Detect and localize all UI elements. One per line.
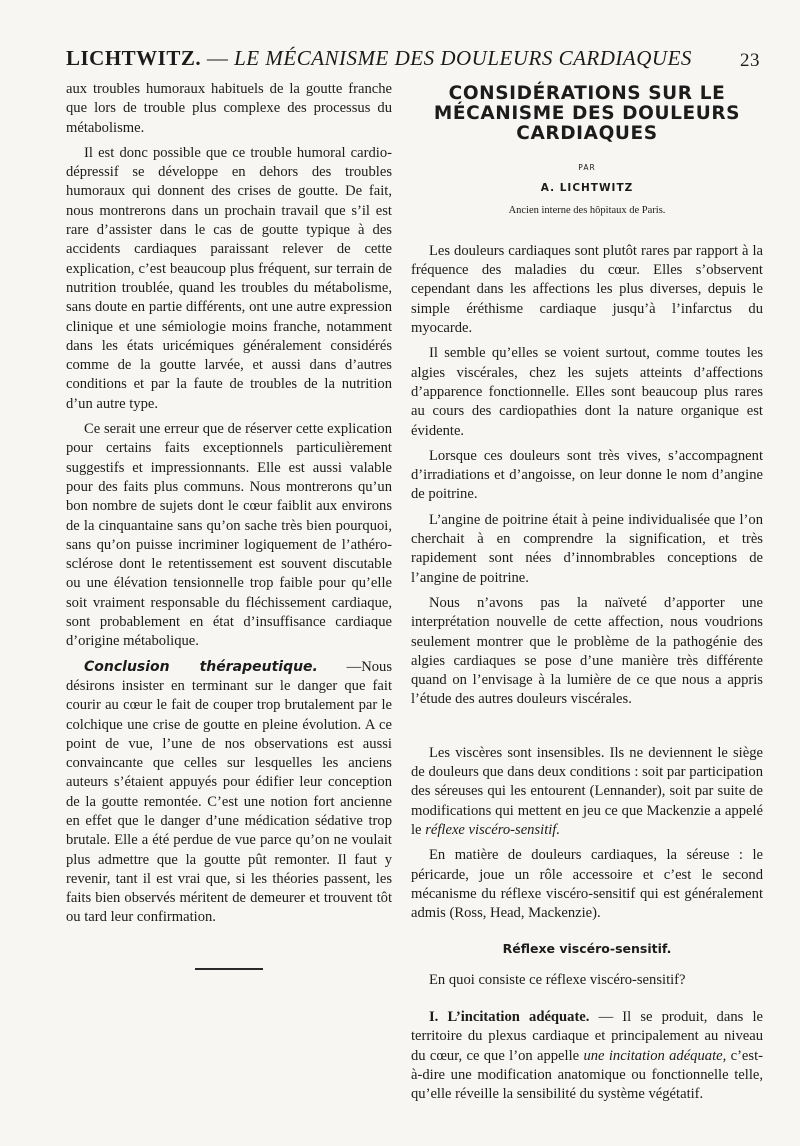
left-column: [66, 80, 392, 928]
article-title-line-2: MÉCANISME DES DOULEURS: [433, 103, 741, 124]
subheading: Réflexe viscéro-sensitif.: [502, 941, 672, 957]
viscera-text: Les viscères sont insensibles. Ils ne deviennent le siège de douleurs que dans deux conditions : soit par participation des séreuses qui les entourent (Lennander), soit par suite de modifications qui mettent en jeu ce que Mackenzie a appelé le: [411, 744, 763, 838]
running-title: [66, 46, 692, 71]
incitation-text-b: c’est-à-dire une modification anatomique ou fonctionnelle telle, qu’elle réveille la sensibilité du système végétatif.: [411, 1047, 763, 1103]
incitation-term: une incitation adéquate,: [583, 1047, 727, 1064]
left-paragraph-2: Il est donc possible que ce trouble humoral cardio-dépressif se développe en dehors des troubles humoraux qui donnent des crises de goutte. De fait, nous montrerons dans un prochain travail que s’il est rare d’assister dans le cas de goutte typique à des accidents cardiaques paraissant relever de cette explication, c’est beaucoup plus fréquent, sur terrain de nutrition troublée, quand les troubles du métabolisme, sans doute en partie différents, ont une autre expression clinique et une sémiologie moins franche, notamment dans les états uricémiques généralement considérés comme de la goutte larvée, et aussi dans d’autres conditions et par la faute de troubles de la nutrition d’un autre type.: [66, 144, 392, 412]
right-paragraph-8: [411, 1008, 763, 1104]
incitation-text-a: — Il se produit, dans le territoire du plexus cardiaque et principalement au niveau du cœur, ce que l’on appelle: [411, 1008, 763, 1064]
right-paragraph-3: Lorsque ces douleurs sont très vives, s’accompagnent d’irradiations et d’angoisse, on leur donne le nom d’angine de poitrine.: [411, 447, 763, 503]
header-title: LE MÉCANISME DES DOULEURS CARDIAQUES: [234, 46, 692, 70]
article-title-line-1: CONSIDÉRATIONS SUR LE: [448, 83, 726, 104]
question-paragraph: En quoi consiste ce réflexe viscéro-sensitif?: [429, 971, 686, 988]
author-affiliation: Ancien interne des hôpitaux de Paris.: [508, 204, 666, 216]
incitation-heading: I. L’incitation adéquate.: [429, 1008, 590, 1025]
right-paragraph-4: L’angine de poitrine était à peine individualisée que l’on cherchait à en comprendre la signification, et très rapidement sont nées d’innombrables conceptions de l’angine de poitrine.: [411, 511, 763, 586]
conclusion-text: —Nous désirons insister en terminant sur le danger que fait courir au cœur le fait de couper trop brutalement par le colchique une crise de goutte en pleine évolution. A ce point de vue, l’une de nos observations est aussi convaincante que celles sur lesquelles les anciens auteurs s’étaient appuyés pour édifier leur conception de la goutte remontée. C’est une notion fort ancienne en effet que le danger d’une médication sédative trop brutale. Elle a été perdue de vue parce qu’on ne voulait plus admettre que la goutte pût remonter. Il faut y revenir, tant il est vrai que, si les théories passent, les faits bien observés méritent de demeurer et trouvent tôt ou tard leur confirmation.: [66, 658, 392, 926]
running-header: [58, 40, 760, 74]
left-paragraph-4: [66, 658, 392, 928]
right-column: [411, 80, 763, 1104]
article-title: [411, 84, 763, 144]
right-paragraph-1: Les douleurs cardiaques sont plutôt rares par rapport à la fréquence des maladies du cœur. Elles s’observent cependant dans les affections les plus diverses, depuis le simple éréthisme cardiaque jusqu’à l’infarctus du myocarde.: [411, 242, 763, 337]
header-separator: —: [206, 46, 229, 70]
conclusion-heading: Conclusion thérapeutique.: [84, 658, 318, 675]
header-author: LICHTWITZ.: [66, 46, 202, 70]
par-label: PAR: [578, 163, 596, 172]
right-paragraph-7: En matière de douleurs cardiaques, la séreuse : le péricarde, joue un rôle accessoire et c’est le second mécanisme du réflexe viscéro-sensitif qui est généralement admis (Ross, Head, Mackenzie).: [411, 847, 763, 922]
right-paragraph-6: [411, 744, 763, 840]
reflex-term: réflexe viscéro-sensitif.: [425, 821, 561, 838]
right-paragraph-2: Il semble qu’elles se voient surtout, comme toutes les algies viscérales, chez les sujets atteints d’affections d’apparence fonctionnelle. Elles sont beaucoup plus rares au cours des cardiopathies dont la nature organique est évidente.: [411, 345, 763, 439]
page-number: 23: [740, 50, 760, 71]
article-title-line-3: CARDIAQUES: [516, 123, 658, 144]
left-paragraph-3: Ce serait une erreur que de réserver cette explication pour certains faits exceptionnels particulièrement suggestifs et impressionnants. Elle est aussi valable pour des faits plus communs. Nous montrerons qu’un bon nombre de sujets dont le cœur faiblit aux environs de la cinquantaine sans qu’on sache très bien pourquoi, sans qu’on puisse incriminer logiquement de l’athéro-sclérose dont le retentissement est souvent discutable ou une élévation tensionnelle trop faible pour qu’elle soit vraiment responsable du fléchissement cardiaque, sont probablement en état d’insuffisance cardiaque d’origine métabolique.: [66, 421, 392, 650]
end-rule: [195, 968, 263, 970]
left-paragraph-1: aux troubles humoraux habituels de la goutte franche que lors de trouble plus complexe des processus du métabolisme.: [66, 81, 392, 136]
right-paragraph-5: Nous n’avons pas la naïveté d’apporter une interprétation nouvelle de cette affection, nous voudrions seulement montrer que le problème de la pathogénie des algies cardiaques se pose d’une manière très différente quand on l’envisage à la lumière de ce que nous a appris l’étude des autres douleurs viscérales.: [411, 594, 763, 708]
section-break: [411, 710, 763, 744]
author-byline: A. LICHTWITZ: [540, 182, 634, 195]
